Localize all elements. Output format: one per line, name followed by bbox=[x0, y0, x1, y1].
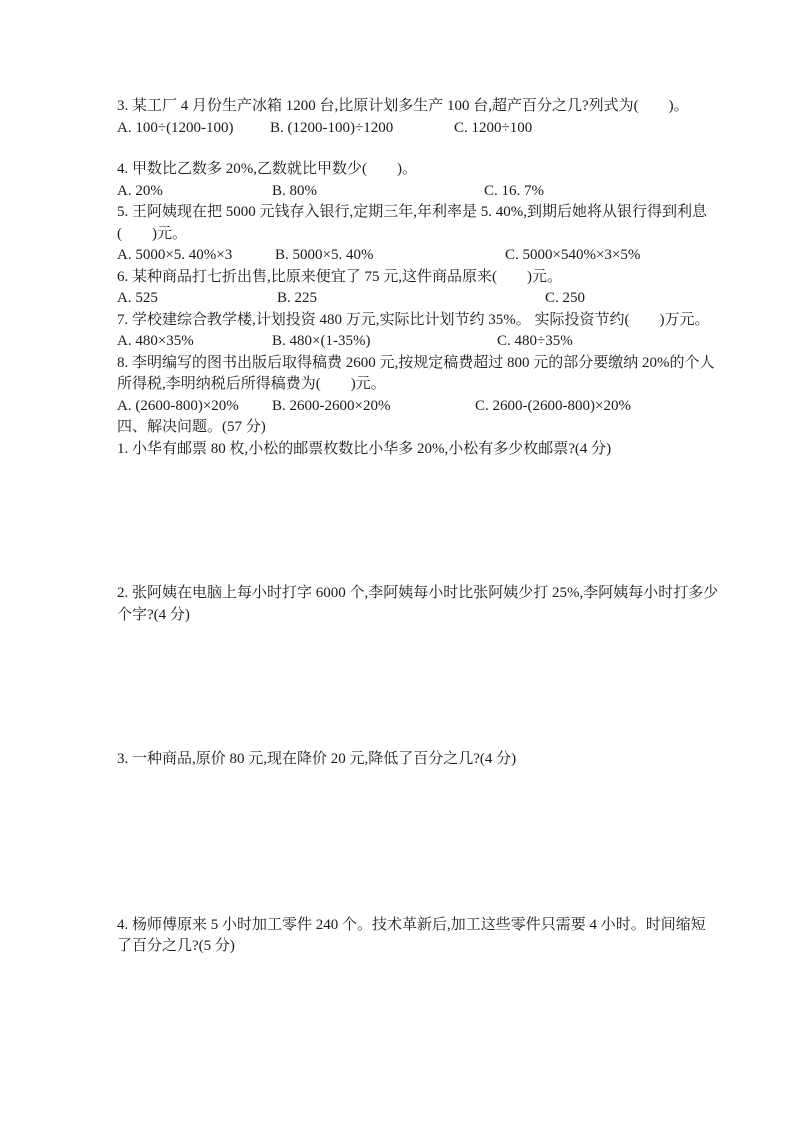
word-problem-4-text-line2: 了百分之几?(5 分) bbox=[117, 938, 235, 954]
mc-question-6-options bbox=[117, 288, 679, 310]
mc-question-6-option-a: A. 525 bbox=[117, 290, 158, 306]
mc-question-8-option-c: C. 2600-(2600-800)×20% bbox=[475, 397, 631, 414]
mc-question-3-option-b: B. (1200-100)÷1200 bbox=[270, 119, 394, 136]
mc-question-4-options bbox=[117, 181, 679, 203]
mc-question-7 bbox=[117, 310, 710, 353]
mc-question-5-option-a: A. 5000×5. 40%×3 bbox=[117, 247, 233, 263]
mc-question-3-option-a: A. 100÷(1200-100) bbox=[117, 119, 234, 136]
mc-question-4-option-c: C. 16. 7% bbox=[484, 182, 544, 199]
mc-question-3-options bbox=[117, 118, 679, 140]
mc-question-4 bbox=[117, 159, 679, 202]
mc-question-8 bbox=[117, 353, 715, 418]
mc-question-7-options bbox=[117, 331, 679, 353]
section-header: 四、解决问题。(57 分) bbox=[117, 419, 266, 435]
mc-question-3-text: 3. 某工厂 4 月份生产冰箱 1200 台,比原计划多生产 100 台,超产百分之几?列式为( )。 bbox=[117, 98, 689, 114]
spacer bbox=[117, 139, 679, 159]
mc-question-7-text: 7. 学校建综合教学楼,计划投资 480 万元,实际比计划节约 35%。 实际投资节约( )万元。 bbox=[117, 311, 710, 328]
mc-question-6-option-c: C. 250 bbox=[545, 290, 586, 306]
mc-question-8-option-a: A. (2600-800)×20% bbox=[117, 397, 239, 414]
mc-question-7-option-a: A. 480×35% bbox=[117, 333, 194, 349]
mc-question-6 bbox=[117, 267, 679, 310]
mc-question-3-option-c: C. 1200÷100 bbox=[454, 119, 533, 136]
mc-question-8-options bbox=[117, 396, 679, 418]
mc-question-5-text-line1: 5. 王阿姨现在把 5000 元钱存入银行,定期三年,年利率是 5. 40%,到期后她将从银行得到利息 bbox=[117, 204, 707, 220]
mc-question-4-text: 4. 甲数比乙数多 20%,乙数就比甲数少( )。 bbox=[117, 161, 417, 177]
mc-question-5-option-c: C. 5000×540%×3×5% bbox=[505, 247, 641, 263]
word-problem-1-text: 1. 小华有邮票 80 枚,小松的邮票枚数比小华多 20%,小松有多少枚邮票?(4 分) bbox=[117, 440, 612, 457]
word-problem-3 bbox=[117, 749, 679, 771]
word-problem-2-text-line2: 个字?(4 分) bbox=[117, 606, 190, 623]
mc-question-6-text: 6. 某种商品打七折出售,比原来便宜了 75 元,这件商品原来( )元。 bbox=[117, 268, 562, 285]
mc-question-5-text-line2: ( )元。 bbox=[117, 225, 187, 242]
word-problem-2 bbox=[117, 583, 719, 626]
mc-question-5-option-b: B. 5000×5. 40% bbox=[275, 247, 374, 263]
mc-question-5-options bbox=[117, 245, 679, 267]
mc-question-8-option-b: B. 2600-2600×20% bbox=[272, 397, 391, 414]
mc-question-8-text-line1: 8. 李明编写的图书出版后取得稿费 2600 元,按规定稿费超过 800 元的部分要缴纳 20%的个人 bbox=[117, 354, 715, 371]
word-problem-4-text-line1: 4. 杨师傅原来 5 小时加工零件 240 个。技术革新后,加工这些零件只需要 4 小时。时间缩短 bbox=[117, 916, 706, 933]
mc-question-7-option-b: B. 480×(1-35%) bbox=[272, 333, 371, 349]
mc-question-3 bbox=[117, 96, 689, 139]
word-problem-1 bbox=[117, 439, 679, 461]
word-problem-2-text-line1: 2. 张阿姨在电脑上每小时打字 6000 个,李阿姨每小时比张阿姨少打 25%,李阿姨每小时打多少 bbox=[117, 585, 719, 601]
mc-question-7-option-c: C. 480÷35% bbox=[497, 333, 573, 349]
mc-question-5 bbox=[117, 202, 707, 267]
word-problem-3-text: 3. 一种商品,原价 80 元,现在降价 20 元,降低了百分之几?(4 分) bbox=[117, 751, 517, 767]
mc-question-8-text-line2: 所得税,李明纳税后所得稿费为( )元。 bbox=[117, 376, 386, 392]
mc-question-6-option-b: B. 225 bbox=[277, 290, 318, 306]
word-problem-4 bbox=[117, 915, 706, 958]
mc-question-4-option-a: A. 20% bbox=[117, 182, 163, 199]
mc-question-4-option-b: B. 80% bbox=[272, 182, 317, 199]
page-content bbox=[117, 96, 719, 958]
